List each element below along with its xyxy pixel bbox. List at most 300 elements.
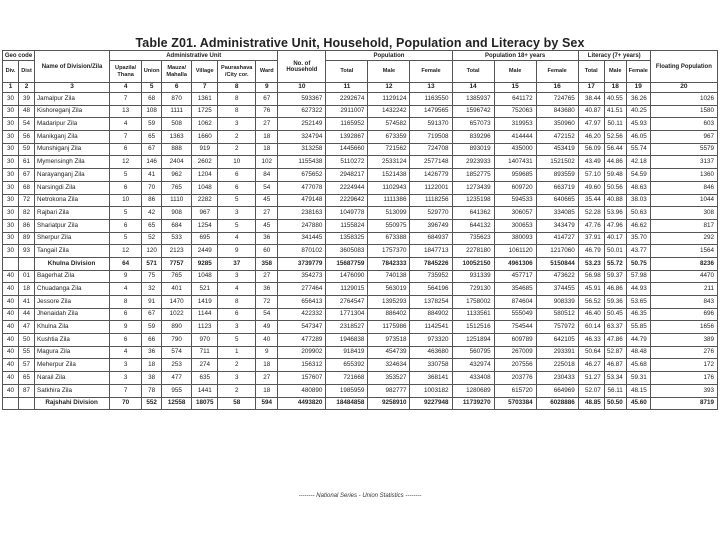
value-cell: 695: [192, 232, 218, 245]
value-cell: 9227948: [410, 397, 452, 410]
value-cell: 59.37: [604, 270, 626, 283]
table-row: [3, 143, 718, 156]
value-cell: 46.27: [578, 359, 604, 372]
value-cell: 46.86: [604, 283, 626, 296]
value-cell: 721562: [368, 143, 410, 156]
population-header: Population: [326, 51, 452, 61]
value-cell: 27: [256, 372, 278, 385]
value-cell: 70: [110, 397, 142, 410]
value-cell: 45.60: [626, 397, 650, 410]
value-cell: 1852775: [452, 169, 494, 182]
value-cell: 454739: [368, 346, 410, 359]
table-body: [3, 93, 718, 410]
value-cell: 684: [162, 219, 192, 232]
value-cell: 293391: [536, 346, 578, 359]
value-cell: 4493820: [278, 397, 326, 410]
value-cell: 10052150: [452, 257, 494, 270]
value-cell: 1656: [650, 321, 717, 334]
value-cell: 43.77: [626, 245, 650, 258]
value-cell: 13: [110, 105, 142, 118]
floating-population-header: Floating Population: [650, 51, 717, 83]
geo-code-header: Geo code: [3, 51, 35, 61]
div-code-cell: 30: [3, 156, 19, 169]
value-cell: 50.11: [604, 118, 626, 131]
name-column-header: Name of Division/Zila: [35, 51, 110, 83]
value-cell: 615720: [494, 384, 536, 397]
dist-code-cell: 41: [19, 296, 35, 309]
value-cell: 7: [110, 131, 142, 144]
value-cell: 49: [256, 321, 278, 334]
value-cell: 27: [256, 118, 278, 131]
unit-name-cell: Tangail Zila: [35, 245, 110, 258]
value-cell: 380093: [494, 232, 536, 245]
value-cell: 300653: [494, 219, 536, 232]
value-cell: 9258910: [368, 397, 410, 410]
value-cell: 4: [218, 232, 256, 245]
value-cell: 50.56: [604, 181, 626, 194]
value-cell: 334085: [536, 207, 578, 220]
value-cell: 306057: [494, 207, 536, 220]
value-cell: 1596742: [452, 105, 494, 118]
value-cell: 1432242: [368, 105, 410, 118]
value-cell: 888: [162, 143, 192, 156]
value-cell: 1254: [192, 219, 218, 232]
value-cell: 2923933: [452, 156, 494, 169]
value-cell: 5703384: [494, 397, 536, 410]
value-cell: 1155824: [326, 219, 368, 232]
dist-code-cell: 48: [19, 105, 35, 118]
value-cell: 59.31: [626, 372, 650, 385]
value-cell: 10: [218, 156, 256, 169]
value-cell: 2602: [192, 156, 218, 169]
value-cell: 457717: [494, 270, 536, 283]
table-row: [3, 131, 718, 144]
value-cell: 3137: [650, 156, 717, 169]
table-row: [3, 321, 718, 334]
value-cell: 893019: [452, 143, 494, 156]
value-cell: 3: [218, 118, 256, 131]
value-cell: 354685: [494, 283, 536, 296]
value-cell: 15687759: [326, 257, 368, 270]
pop18-female-header: Female: [536, 61, 578, 83]
value-cell: 18484858: [326, 397, 368, 410]
table-row: [3, 359, 718, 372]
value-cell: 2449: [192, 245, 218, 258]
value-cell: 696: [650, 308, 717, 321]
value-cell: 1175986: [368, 321, 410, 334]
column-number: 14: [452, 83, 494, 93]
value-cell: 735952: [410, 270, 452, 283]
value-cell: 1407431: [494, 156, 536, 169]
value-cell: 52.87: [604, 346, 626, 359]
dist-code-cell: 68: [19, 181, 35, 194]
table-row: [3, 118, 718, 131]
value-cell: 5: [110, 207, 142, 220]
value-cell: 54: [256, 308, 278, 321]
value-cell: 5110272: [326, 156, 368, 169]
value-cell: 508: [162, 118, 192, 131]
value-cell: 432974: [452, 359, 494, 372]
table-row: [3, 270, 718, 283]
value-cell: 1360: [650, 169, 717, 182]
value-cell: 203776: [494, 372, 536, 385]
value-cell: 50.45: [604, 308, 626, 321]
unit-name-cell: Chuadanga Zila: [35, 283, 110, 296]
village-header: Village: [192, 61, 218, 83]
div-code-cell: 40: [3, 283, 19, 296]
dist-code-cell: 44: [19, 308, 35, 321]
value-cell: 51.27: [578, 372, 604, 385]
value-cell: 657073: [452, 118, 494, 131]
column-number: 11: [326, 83, 368, 93]
pop18-male-header: Male: [494, 61, 536, 83]
value-cell: 8: [218, 105, 256, 118]
value-cell: 967: [650, 131, 717, 144]
value-cell: 67: [256, 93, 278, 106]
dist-code-cell: 67: [19, 169, 35, 182]
table-row: [3, 232, 718, 245]
value-cell: 253: [162, 359, 192, 372]
value-cell: 53.65: [626, 296, 650, 309]
column-number: 15: [494, 83, 536, 93]
value-cell: 52.07: [578, 384, 604, 397]
value-cell: 843680: [536, 105, 578, 118]
value-cell: 157607: [278, 372, 326, 385]
column-number: 9: [256, 83, 278, 93]
value-cell: 267009: [494, 346, 536, 359]
value-cell: 724765: [536, 93, 578, 106]
value-cell: 2: [218, 359, 256, 372]
value-cell: 40.17: [604, 232, 626, 245]
div-code-cell: 30: [3, 181, 19, 194]
value-cell: 48.48: [626, 346, 650, 359]
value-cell: 52: [142, 232, 162, 245]
value-cell: 673388: [368, 232, 410, 245]
value-cell: 54: [256, 181, 278, 194]
value-cell: 1280689: [452, 384, 494, 397]
value-cell: 66: [142, 334, 162, 347]
value-cell: 5: [218, 194, 256, 207]
value-cell: 874604: [494, 296, 536, 309]
value-cell: 3: [218, 270, 256, 283]
value-cell: 27: [256, 270, 278, 283]
value-cell: 414444: [494, 131, 536, 144]
value-cell: 1022: [162, 308, 192, 321]
value-cell: 1163550: [410, 93, 452, 106]
value-cell: 46.40: [578, 308, 604, 321]
unit-name-cell: Satkhira Zila: [35, 384, 110, 397]
value-cell: 207556: [494, 359, 536, 372]
value-cell: 1204: [192, 169, 218, 182]
value-cell: 40.88: [604, 194, 626, 207]
value-cell: 6: [110, 334, 142, 347]
value-cell: 477: [162, 372, 192, 385]
population-female-header: Female: [410, 61, 452, 83]
value-cell: 1129015: [326, 283, 368, 296]
value-cell: 884902: [410, 308, 452, 321]
value-cell: 389: [650, 334, 717, 347]
value-cell: 45.68: [626, 359, 650, 372]
value-cell: 324634: [368, 359, 410, 372]
table-row: [3, 156, 718, 169]
value-cell: 4961306: [494, 257, 536, 270]
value-cell: 2224944: [326, 181, 368, 194]
value-cell: 3: [218, 321, 256, 334]
pop18-total-header: Total: [452, 61, 494, 83]
value-cell: 477078: [278, 181, 326, 194]
value-cell: 472152: [536, 131, 578, 144]
value-cell: 7: [110, 384, 142, 397]
value-cell: 8236: [650, 257, 717, 270]
value-cell: 1392867: [326, 131, 368, 144]
value-cell: 247880: [278, 219, 326, 232]
value-cell: 50.75: [626, 257, 650, 270]
value-cell: 550975: [368, 219, 410, 232]
value-cell: 591370: [410, 118, 452, 131]
value-cell: 40.87: [578, 105, 604, 118]
value-cell: 53.23: [578, 257, 604, 270]
value-cell: 635: [192, 372, 218, 385]
value-cell: 55.74: [626, 143, 650, 156]
value-cell: 684937: [410, 232, 452, 245]
value-cell: 3: [218, 372, 256, 385]
value-cell: 44.79: [626, 334, 650, 347]
unit-name-cell: Kishoreganj Zila: [35, 105, 110, 118]
table-row: [3, 93, 718, 106]
value-cell: 555049: [494, 308, 536, 321]
unit-name-cell: Manikganj Zila: [35, 131, 110, 144]
value-cell: 38.03: [626, 194, 650, 207]
value-cell: 50.64: [578, 346, 604, 359]
value-cell: 5579: [650, 143, 717, 156]
value-cell: 211: [650, 283, 717, 296]
value-cell: 656413: [278, 296, 326, 309]
value-cell: 72: [256, 296, 278, 309]
unit-name-cell: Narayanganj Zila: [35, 169, 110, 182]
value-cell: 176: [650, 372, 717, 385]
value-cell: 172: [650, 359, 717, 372]
value-cell: 12: [110, 156, 142, 169]
value-cell: 1441: [192, 384, 218, 397]
value-cell: 56.98: [578, 270, 604, 283]
column-number: 19: [626, 83, 650, 93]
value-cell: 68: [142, 93, 162, 106]
value-cell: 18: [256, 384, 278, 397]
value-cell: 870: [162, 93, 192, 106]
value-cell: 765: [162, 270, 192, 283]
value-cell: 893559: [536, 169, 578, 182]
dist-code-cell: 50: [19, 334, 35, 347]
unit-name-cell: Rajbari Zila: [35, 207, 110, 220]
value-cell: 46.05: [626, 131, 650, 144]
unit-name-cell: Mymensingh Zila: [35, 156, 110, 169]
literacy-female-header: Female: [626, 61, 650, 83]
value-cell: 594: [256, 397, 278, 410]
value-cell: 959685: [494, 169, 536, 182]
value-cell: 59: [142, 321, 162, 334]
value-cell: 663719: [536, 181, 578, 194]
value-cell: 571: [142, 257, 162, 270]
literacy-male-header: Male: [604, 61, 626, 83]
value-cell: 1062: [192, 118, 218, 131]
value-cell: 230433: [536, 372, 578, 385]
value-cell: 1470: [162, 296, 192, 309]
value-cell: 48.85: [578, 397, 604, 410]
value-cell: 1521438: [368, 169, 410, 182]
value-cell: 2123: [162, 245, 192, 258]
value-cell: 1512516: [452, 321, 494, 334]
population-male-header: Male: [368, 61, 410, 83]
value-cell: 2292674: [326, 93, 368, 106]
value-cell: 396749: [410, 219, 452, 232]
division-total-row: [3, 257, 718, 270]
value-cell: 43.49: [578, 156, 604, 169]
literacy-total-header: Total: [578, 61, 604, 83]
value-cell: 46.35: [626, 308, 650, 321]
value-cell: 60: [256, 245, 278, 258]
dist-code-cell: 93: [19, 245, 35, 258]
value-cell: 962: [162, 169, 192, 182]
value-cell: 433408: [452, 372, 494, 385]
value-cell: 641172: [494, 93, 536, 106]
value-cell: 276: [650, 346, 717, 359]
value-cell: 1061120: [494, 245, 536, 258]
value-cell: 45: [256, 219, 278, 232]
unit-name-cell: Narsingdi Zila: [35, 181, 110, 194]
value-cell: 102: [256, 156, 278, 169]
value-cell: 65: [142, 219, 162, 232]
value-cell: 729130: [452, 283, 494, 296]
value-cell: 1118256: [410, 194, 452, 207]
column-number: 5: [142, 83, 162, 93]
div-code-cell: 40: [3, 359, 19, 372]
value-cell: 7: [110, 93, 142, 106]
div-code-cell: 40: [3, 384, 19, 397]
value-cell: 56.09: [578, 143, 604, 156]
value-cell: 67: [142, 143, 162, 156]
div-code-cell: 30: [3, 194, 19, 207]
value-cell: 414727: [536, 232, 578, 245]
value-cell: 1946838: [326, 334, 368, 347]
value-cell: 2948217: [326, 169, 368, 182]
unit-name-cell: Jamalpur Zila: [35, 93, 110, 106]
unit-name-cell: Khulna Division: [35, 257, 110, 270]
value-cell: 644132: [452, 219, 494, 232]
div-code-cell: 30: [3, 143, 19, 156]
div-code-cell: 40: [3, 308, 19, 321]
value-cell: 839296: [452, 131, 494, 144]
value-cell: 3: [218, 207, 256, 220]
value-cell: 49.60: [578, 181, 604, 194]
div-code-cell: 30: [3, 245, 19, 258]
value-cell: 754544: [494, 321, 536, 334]
value-cell: 308: [650, 207, 717, 220]
value-cell: 1122001: [410, 181, 452, 194]
dist-code-cell: 54: [19, 118, 35, 131]
value-cell: 156312: [278, 359, 326, 372]
value-cell: 473622: [536, 270, 578, 283]
value-cell: 1385937: [452, 93, 494, 106]
value-cell: 59.36: [604, 296, 626, 309]
value-cell: 673359: [368, 131, 410, 144]
footer-note: -------- National Series - Union Statistics --------: [298, 493, 422, 499]
value-cell: 890: [162, 321, 192, 334]
value-cell: 1660: [192, 131, 218, 144]
table-row: [3, 245, 718, 258]
value-cell: 65: [142, 131, 162, 144]
div-code-cell: 30: [3, 207, 19, 220]
mauza-header: Mauza/ Mahalla: [162, 61, 192, 83]
value-cell: 5: [110, 232, 142, 245]
value-cell: 55.72: [604, 257, 626, 270]
div-code-cell: 40: [3, 346, 19, 359]
value-cell: 2764547: [326, 296, 368, 309]
value-cell: 55.85: [626, 321, 650, 334]
unit-name-cell: Madaripur Zila: [35, 118, 110, 131]
value-cell: 521: [192, 283, 218, 296]
value-cell: 580512: [536, 308, 578, 321]
value-cell: 2229642: [326, 194, 368, 207]
value-cell: 2911007: [326, 105, 368, 118]
value-cell: 343479: [536, 219, 578, 232]
value-cell: 886402: [368, 308, 410, 321]
value-cell: 7842333: [368, 257, 410, 270]
value-cell: 86: [142, 194, 162, 207]
dist-code-cell: [19, 257, 35, 270]
column-number: 2: [19, 83, 35, 93]
value-cell: 46.33: [578, 334, 604, 347]
unit-name-cell: Netrokona Zila: [35, 194, 110, 207]
div-header: Div.: [3, 61, 19, 83]
value-cell: 47.86: [604, 334, 626, 347]
value-cell: 84: [256, 169, 278, 182]
value-cell: 1758002: [452, 296, 494, 309]
value-cell: 1363: [162, 131, 192, 144]
value-cell: 1129124: [368, 93, 410, 106]
value-cell: 4: [218, 283, 256, 296]
value-cell: 1133561: [452, 308, 494, 321]
value-cell: 46.20: [578, 131, 604, 144]
value-cell: 740138: [368, 270, 410, 283]
value-cell: 9: [110, 321, 142, 334]
value-cell: 843: [650, 296, 717, 309]
column-number-row: [3, 83, 718, 93]
value-cell: 2318527: [326, 321, 368, 334]
value-cell: 1419: [192, 296, 218, 309]
value-cell: 18075: [192, 397, 218, 410]
table-row: [3, 372, 718, 385]
value-cell: 1725: [192, 105, 218, 118]
value-cell: 1155438: [278, 156, 326, 169]
value-cell: 2: [218, 143, 256, 156]
value-cell: 479148: [278, 194, 326, 207]
dist-code-cell: 57: [19, 359, 35, 372]
value-cell: 3: [110, 359, 142, 372]
dist-code-cell: 89: [19, 232, 35, 245]
value-cell: 817: [650, 219, 717, 232]
value-cell: 50.63: [626, 207, 650, 220]
value-cell: 6: [218, 169, 256, 182]
dist-code-cell: 55: [19, 346, 35, 359]
value-cell: 435000: [494, 143, 536, 156]
value-cell: 64: [110, 257, 142, 270]
table-row: [3, 207, 718, 220]
value-cell: 58: [218, 397, 256, 410]
table-title: Table Z01. Administrative Unit, Household, Population and Literacy by Sex: [135, 36, 585, 50]
column-number: 8: [218, 83, 256, 93]
value-cell: 5150844: [536, 257, 578, 270]
value-cell: 27: [256, 207, 278, 220]
